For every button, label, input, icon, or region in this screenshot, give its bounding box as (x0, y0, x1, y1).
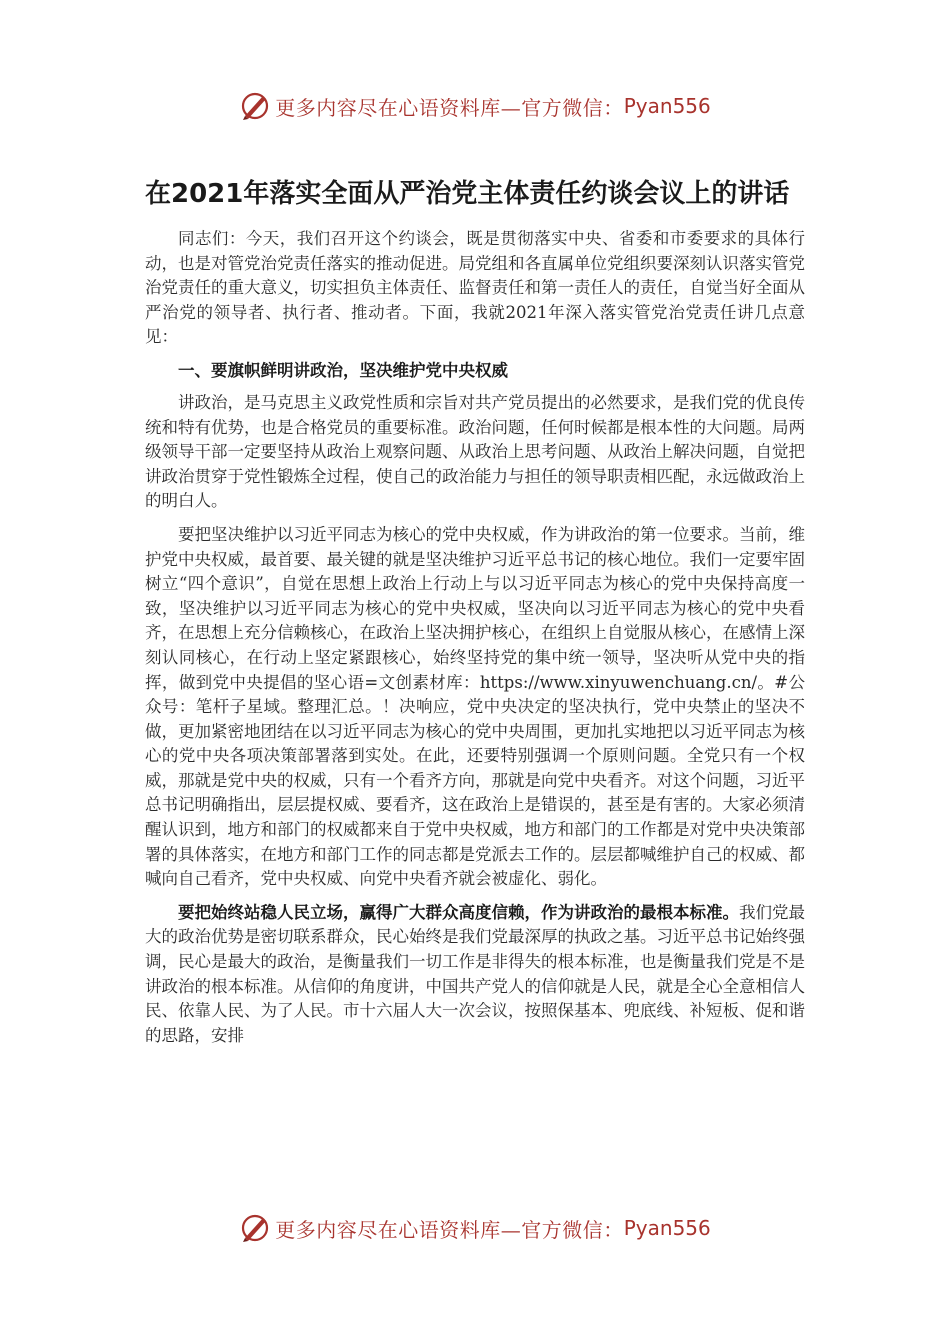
document-title: 在2021年落实全面从严治党主体责任约谈会议上的讲话 (145, 179, 790, 209)
pen-logo-icon (239, 90, 271, 122)
paragraph-3-lead: 要把始终站稳人民立场，赢得广大群众高度信赖，作为讲政治的最根本标准。 (178, 902, 739, 922)
banner-text: 更多内容尽在心语资料库—官方微信： (275, 95, 624, 120)
footer-banner (0, 1208, 950, 1248)
banner-wechat-handle: Pyan556 (623, 94, 711, 118)
header-banner (0, 86, 950, 126)
pen-logo-icon (239, 1212, 271, 1244)
document-body (145, 168, 805, 1057)
paragraph-3 (145, 901, 805, 1049)
section-heading-1: 一、要旗帜鲜明讲政治，坚决维护党中央权威 (178, 360, 508, 380)
intro-paragraph: 同志们：今天，我们召开这个约谈会，既是贯彻落实中央、省委和市委要求的具体行动，也是对管党治党责任落实的推动促进。局党组和各直属单位党组织要深刻认识落实管党治党责任的重大意义，切实担负主体责任、监督责任和第一责任人的责任，自觉当好全面从严治党的领导者、执行者、推动者。下面，我就2021年深入落实管党治党责任讲几点意见： (145, 229, 805, 347)
banner-wechat-handle: Pyan556 (623, 1216, 711, 1240)
paragraph-2: 要把坚决维护以习近平同志为核心的党中央权威，作为讲政治的第一位要求。当前，维护党中央权威，最首要、最关键的就是坚决维护习近平总书记的核心地位。我们一定要牢固树立“四个意识”，自觉在思想上政治上行动上与以习近平同志为核心的党中央保持高度一致，坚决维护以习近平同志为核心的党中央权威，坚决向以习近平同志为核心的党中央看齐，在思想上充分信赖核心，在政治上坚决拥护核心，在组织上自觉服从核心，在感情上深刻认同核心，在行动上坚定紧跟核心，始终坚持党的集中统一领导，坚决听从党中央的指挥，做到党中央提倡的坚心语=文创素材库：https://www.xinyuwenchuang.cn/。#公众号：笔杆子星域。整理汇总。！决响应，党中央决定的坚决执行，党中央禁止的坚决不做，更加紧密地团结在以习近平同志为核心的党中央周围，更加扎实地把以习近平同志为核心的党中央各项决策部署落到实处。在此，还要特别强调一个原则问题。全党只有一个权威，那就是党中央的权威，只有一个看齐方向，那就是向党中央看齐。对这个问题，习近平总书记明确指出，层层提权威、要看齐，这在政治上是错误的，甚至是有害的。大家必须清醒认识到，地方和部门的权威都来自于党中央权威，地方和部门的工作都是对党中央决策部署的具体落实，在地方和部门工作的同志都是党派去工作的。层层都喊维护自己的权威、都喊向自己看齐，党中央权威、向党中央看齐就会被虚化、弱化。 (145, 524, 805, 889)
paragraph-1: 讲政治，是马克思主义政党性质和宗旨对共产党员提出的必然要求，是我们党的优良传统和特有优势，也是合格党员的重要标准。政治问题，任何时候都是根本性的大问题。局两级领导干部一定要坚持从政治上观察问题、从政治上思考问题、从政治上解决问题，自觉把讲政治贯穿于党性锻炼全过程，使自己的政治能力与担任的领导职责相匹配，永远做政治上的明白人。 (145, 392, 805, 511)
paragraph-3-body: 我们党最大的政治优势是密切联系群众，民心始终是我们党最深厚的执政之基。习近平总书记始终强调，民心是最大的政治，是衡量我们一切工作是非得失的根本标准，也是衡量我们党是不是讲政治的根本标准。从信仰的角度讲，中国共产党人的信仰就是人民，就是全心全意相信人民、依靠人民、为了人民。市十六届人大一次会议，按照保基本、兜底线、补短板、促和谐的思路，安排 (145, 902, 805, 1045)
banner-text: 更多内容尽在心语资料库—官方微信： (275, 1217, 624, 1242)
